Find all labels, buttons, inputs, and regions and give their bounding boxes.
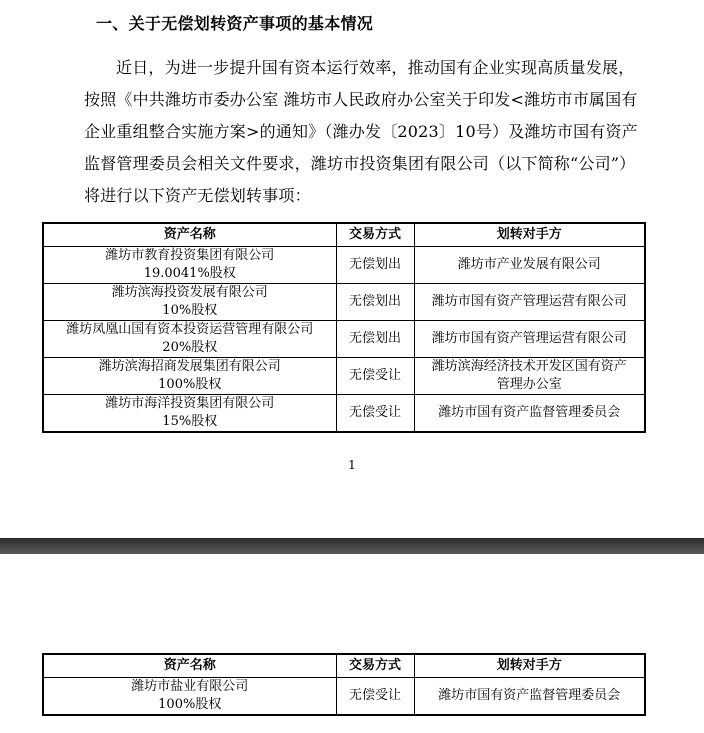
method-cell: 无偿受让 (336, 678, 414, 716)
asset-company: 潍坊市盐业有限公司 (131, 679, 249, 694)
asset-company: 潍坊凤凰山国有资本投资运营管理有限公司 (66, 322, 314, 337)
table-row (43, 678, 645, 716)
counterparty-name: 潍坊市产业发展有限公司 (457, 257, 601, 272)
counterparty-name: 潍坊滨海经济技术开发区国有资产 (431, 359, 627, 374)
method-cell: 无偿划出 (336, 247, 414, 284)
table-header-row (43, 654, 645, 678)
page-number: 1 (348, 458, 356, 472)
asset-cell (43, 247, 336, 284)
asset-cell (43, 678, 336, 716)
counterparty-name-cont: 管理办公室 (496, 377, 562, 392)
intro-paragraph (84, 52, 640, 212)
asset-equity: 100%股权 (158, 377, 222, 392)
intro-paragraph-text: 近日，为进一步提升国有资本运行效率，推动国有企业实现高质量发展，按照《中共潍坊市委办公室 潍坊市人民政府办公室关于印发<潍坊市市属国有企业重组整合实施方案>的通知》（潍办发〔2023〕10号）及潍坊市国有资产监督管理委员会相关文件要求，潍坊市投资集团有限公司（以下简称“公司”）将进行以下资产无偿划转事项： (84, 58, 638, 205)
table-row (43, 395, 645, 433)
header-counterparty: 划转对手方 (414, 654, 645, 678)
asset-cell (43, 284, 336, 321)
counterparty-cell (414, 678, 645, 716)
asset-equity: 100%股权 (158, 697, 222, 712)
header-counterparty: 划转对手方 (414, 223, 645, 247)
asset-equity: 15%股权 (162, 414, 218, 429)
table-row (43, 284, 645, 321)
asset-equity: 19.0041%股权 (143, 266, 236, 281)
counterparty-name: 潍坊市国有资产管理运营有限公司 (431, 331, 627, 346)
header-asset-name: 资产名称 (43, 654, 336, 678)
asset-company: 潍坊滨海投资发展有限公司 (111, 285, 268, 300)
table-header-row (43, 223, 645, 247)
asset-company: 潍坊市海洋投资集团有限公司 (105, 396, 275, 411)
counterparty-name: 潍坊市国有资产管理运营有限公司 (431, 294, 627, 309)
counterparty-cell (414, 321, 645, 358)
table-row (43, 247, 645, 284)
asset-transfer-table (42, 222, 646, 433)
asset-cell (43, 395, 336, 433)
method-cell: 无偿受让 (336, 395, 414, 433)
counterparty-cell (414, 247, 645, 284)
asset-transfer-table-continued (42, 653, 646, 716)
table-row (43, 321, 645, 358)
counterparty-cell (414, 358, 645, 395)
method-cell: 无偿受让 (336, 358, 414, 395)
header-transaction-method: 交易方式 (336, 223, 414, 247)
asset-equity: 20%股权 (162, 340, 218, 355)
asset-equity: 10%股权 (162, 303, 218, 318)
method-cell: 无偿划出 (336, 321, 414, 358)
page-separator (0, 538, 704, 554)
counterparty-cell (414, 395, 645, 433)
asset-company: 潍坊市教育投资集团有限公司 (105, 248, 275, 263)
asset-cell (43, 321, 336, 358)
header-transaction-method: 交易方式 (336, 654, 414, 678)
counterparty-name: 潍坊市国有资产监督管理委员会 (438, 688, 621, 703)
section-heading: 一、关于无偿划转资产事项的基本情况 (96, 14, 374, 33)
asset-cell (43, 358, 336, 395)
asset-company: 潍坊滨海招商发展集团有限公司 (98, 359, 281, 374)
counterparty-cell (414, 284, 645, 321)
method-cell: 无偿划出 (336, 284, 414, 321)
header-asset-name: 资产名称 (43, 223, 336, 247)
table-row (43, 358, 645, 395)
counterparty-name: 潍坊市国有资产监督管理委员会 (438, 405, 621, 420)
